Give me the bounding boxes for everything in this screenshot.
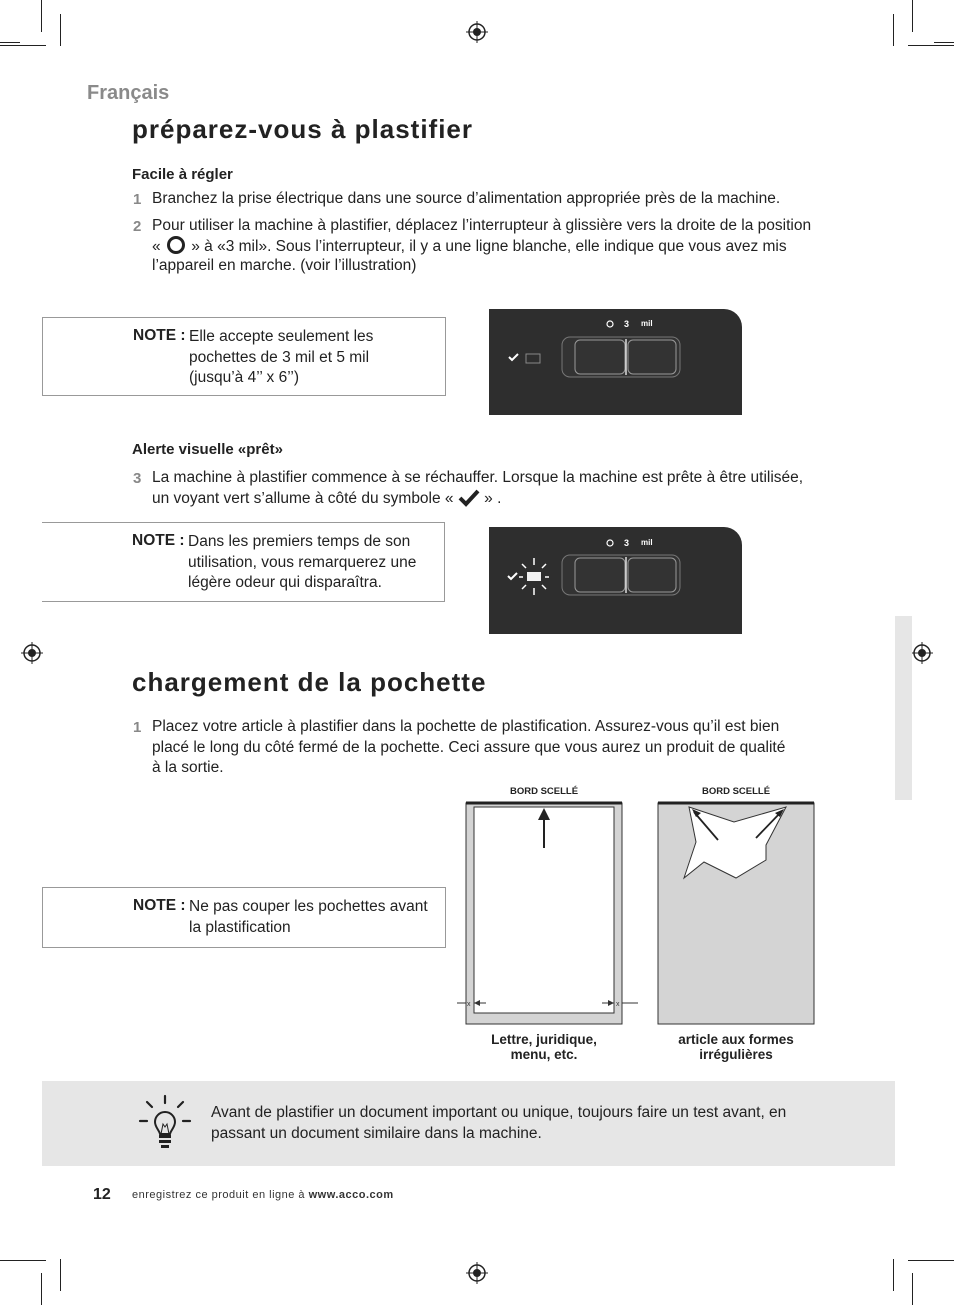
pouch-document-illustration [455, 800, 640, 1030]
section-title-prepare: préparez-vous à plastifier [132, 114, 473, 144]
registration-mark-top [466, 21, 488, 43]
footer-url[interactable]: www.acco.com [308, 1189, 394, 1201]
registration-mark-left [21, 642, 43, 664]
step-text: Branchez la prise électrique dans une source d’alimentation appropriée près de la machine. [152, 190, 781, 207]
step-number: 3 [133, 470, 142, 487]
setting-number: 3 [624, 538, 630, 548]
step-text-pre: un voyant vert s’allume à côté du symbole « [152, 490, 454, 507]
caption-line: menu, etc. [510, 1047, 578, 1062]
caption-line: article aux formes [678, 1032, 794, 1047]
check-icon [458, 489, 480, 507]
step-number: 2 [133, 218, 142, 235]
subtitle-easy-setup: Facile à régler [132, 166, 233, 183]
note-line: pochettes de 3 mil et 5 mil [189, 348, 370, 366]
laminator-switch-illustration [489, 309, 742, 415]
note-line: Dans les premiers temps de son [188, 533, 411, 550]
note-line: Ne pas couper les pochettes avant [189, 898, 428, 915]
note-line: utilisation, vous remarquerez une [188, 553, 417, 571]
step-text: La machine à plastifier commence à se réchauffer. Lorsque la machine est prête à être utilisée, [152, 469, 804, 486]
note-line: (jusqu’à 4’’ x 6’’) [189, 369, 299, 386]
note-box [42, 317, 446, 396]
pouch-irregular-illustration [656, 800, 818, 1028]
laminator-ready-light-illustration [489, 527, 742, 634]
language-label: Français [87, 82, 170, 104]
note-text [189, 897, 428, 938]
note-box [42, 522, 445, 602]
note-line: Elle accepte seulement les [189, 328, 374, 345]
quote-open: « [152, 238, 161, 255]
registration-mark-right [911, 642, 933, 664]
step-text-cont: » à «3 mil». Sous l’interrupteur, il y a une ligne blanche, elle indique que vous avez mis [191, 238, 787, 255]
pouch-caption [658, 1032, 814, 1062]
sealed-edge-label: BORD SCELLÉ [509, 786, 579, 797]
note-label: NOTE : [133, 327, 186, 344]
setting-number: 3 [624, 319, 630, 329]
setting-unit: mil [641, 319, 653, 328]
subtitle-visual-alert: Alerte visuelle «prêt» [132, 441, 283, 458]
step-text: l’appareil en marche. (voir l’illustration) [152, 257, 417, 274]
step-line: placé le long du côté fermé de la pochette. Ceci assure que vous aurez un produit de qualité [152, 738, 786, 756]
side-tab [895, 616, 912, 800]
note-box [42, 887, 446, 948]
note-text [189, 327, 373, 389]
caption-line: Lettre, juridique, [491, 1032, 597, 1047]
footer-text [132, 1189, 394, 1201]
tip-line: passant un document similaire dans la machine. [211, 1124, 542, 1142]
step-text [152, 489, 501, 510]
off-circle-icon [167, 236, 185, 254]
tip-text [211, 1103, 786, 1144]
section-title-loading: chargement de la pochette [132, 667, 487, 697]
registration-mark-bottom [466, 1262, 488, 1284]
pouch-caption [466, 1032, 622, 1062]
page-number: 12 [93, 1186, 111, 1203]
step-number: 1 [133, 191, 142, 208]
note-label: NOTE : [132, 532, 185, 549]
footer-label: enregistrez ce produit en ligne à [132, 1189, 306, 1201]
note-label: NOTE : [133, 897, 186, 914]
step-number: 1 [133, 719, 142, 736]
step-text-post: » . [484, 490, 502, 507]
setting-unit: mil [641, 538, 653, 547]
tip-line: Avant de plastifier un document important ou unique, toujours faire un test avant, en [211, 1104, 787, 1121]
step-text: Pour utiliser la machine à plastifier, déplacez l’interrupteur à glissière vers la droite de la position [152, 217, 812, 234]
margin-marker: x [616, 1001, 620, 1008]
step-text [152, 236, 787, 258]
lightbulb-icon [137, 1094, 193, 1154]
step-line: Placez votre article à plastifier dans la pochette de plastification. Assurez-vous qu’il est bien [152, 718, 780, 735]
caption-line: irrégulières [699, 1047, 773, 1062]
note-text [188, 532, 416, 594]
note-line: légère odeur qui disparaîtra. [188, 574, 382, 591]
margin-marker: x [467, 1001, 471, 1008]
note-line: la plastification [189, 918, 291, 936]
sealed-edge-label: BORD SCELLÉ [701, 786, 771, 797]
tip-box [42, 1081, 895, 1166]
step-line: à la sortie. [152, 759, 224, 776]
step-text [152, 717, 785, 779]
